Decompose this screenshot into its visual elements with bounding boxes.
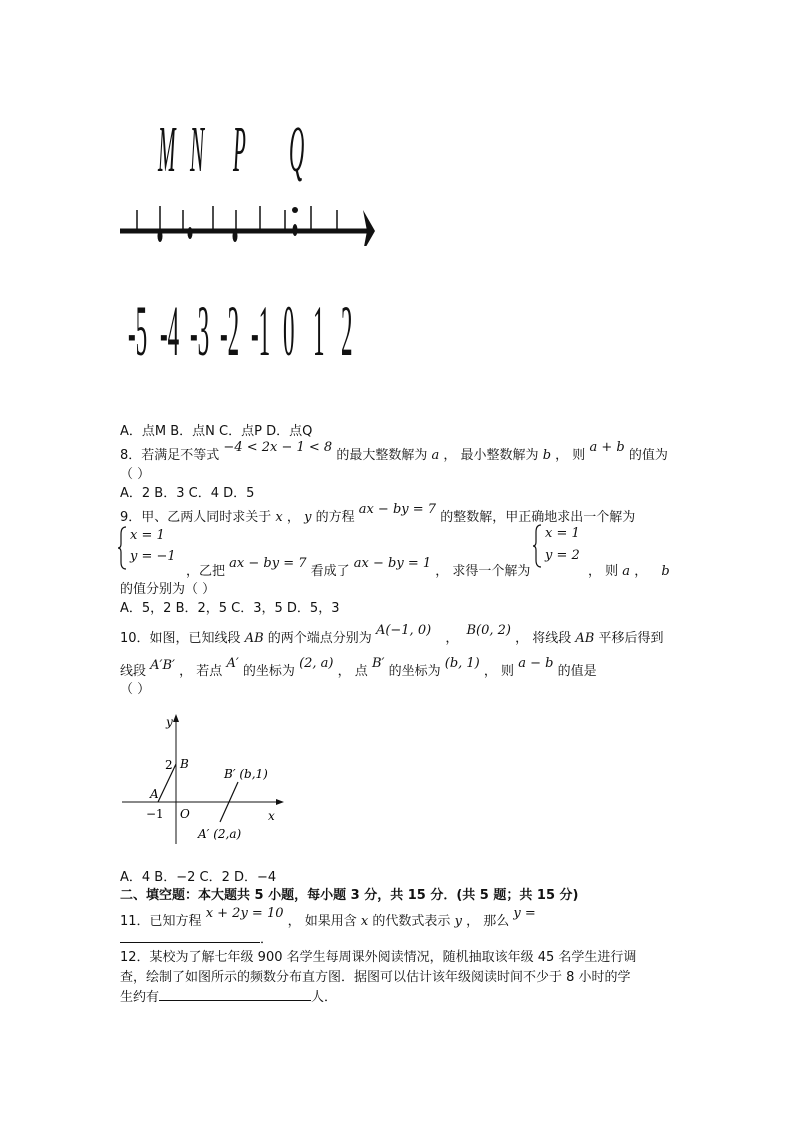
system2-top: x = 1 — [545, 526, 580, 541]
q11-text: ， 那么 — [466, 914, 510, 929]
q9-line2-end: ， 则 a ， b — [588, 564, 670, 579]
q8-text: ， 最小整数解为 — [443, 448, 539, 463]
q11-text: ， 如果用含 — [287, 914, 357, 929]
answer-blank[interactable] — [120, 930, 260, 943]
coordinate-figure — [118, 712, 288, 848]
system1-bottom: y = −1 — [130, 549, 176, 564]
var-x: x — [275, 510, 283, 525]
q11-text: 的代数式表示 — [372, 914, 451, 929]
var-b: b — [661, 564, 670, 579]
segment-apbp: A′B′ — [150, 658, 176, 673]
label-a: A — [150, 787, 159, 801]
label-b: B — [180, 757, 189, 771]
point-q — [293, 224, 298, 236]
label-minus-one: −1 — [146, 807, 164, 821]
y-arrow-icon — [173, 714, 179, 722]
q11-y-equals: y = — [513, 906, 536, 921]
y-axis-label: y — [166, 715, 173, 729]
var-y: y — [304, 510, 312, 525]
q10-text: ， 若点 — [179, 664, 223, 679]
var-b: b — [542, 448, 552, 463]
segment-ab: AB — [575, 631, 595, 646]
q9-equation: ax − by = 1 — [353, 556, 432, 571]
brace-icon — [118, 526, 128, 570]
label-ap: A′ (2,a) — [198, 827, 242, 841]
q12-line2: 查，绘制了如图所示的频数分布直方图．据图可以估计该年级阅读时间不少于 8 小时的学 — [120, 970, 631, 985]
q9-equation: ax − by = 7 — [358, 502, 437, 517]
q11-text: 11．已知方程 — [120, 914, 202, 929]
q12-line3 — [120, 986, 337, 1005]
label-origin: O — [180, 807, 190, 821]
q8-expression: a + b — [589, 440, 625, 455]
brace-icon — [533, 524, 543, 568]
q10-text: 的值是 — [557, 664, 597, 679]
q9-text: 的方程 — [315, 510, 355, 525]
q8-text: 8．若满足不等式 — [120, 448, 220, 463]
point-m — [158, 230, 163, 242]
point-a-coord: A(−1, 0) — [375, 623, 432, 638]
point-label-q: Q — [289, 113, 305, 186]
q10-options: A．4 B．−2 C．2 D．−4 — [120, 870, 277, 885]
q10-text: 的坐标为 — [388, 664, 441, 679]
tick-label: -1 — [251, 291, 271, 371]
q10-text: 10．如图，已知线段 — [120, 631, 241, 646]
q11-answer-line — [120, 928, 273, 947]
point-bp: B′ — [371, 656, 385, 671]
q11-equation: x + 2y = 10 — [205, 906, 284, 921]
q9-text: ，乙把 — [186, 564, 226, 579]
x-axis-label: x — [268, 809, 275, 823]
q10-text: ， 将线段 — [515, 631, 572, 646]
tick-label: -4 — [160, 291, 180, 371]
q12-text: 生约有 — [120, 990, 160, 1005]
point-label-m: M — [158, 113, 176, 186]
q8-line1 — [120, 440, 668, 463]
q11-line1 — [120, 906, 536, 929]
answer-paren: （ ） — [120, 467, 151, 482]
q8-inequality: −4 < 2x − 1 < 8 — [223, 440, 333, 455]
x-arrow-icon — [276, 799, 284, 805]
q9-options: A．5，2 B．2，5 C．3，5 D．5，3 — [120, 601, 340, 616]
tick-label: 1 — [313, 291, 325, 371]
label-two: 2 — [165, 758, 173, 772]
q9-line1 — [120, 502, 636, 525]
q10-text: 线段 — [120, 664, 147, 679]
point-bp-coord: (b, 1) — [444, 656, 480, 671]
q9-text: 的整数解，甲正确地求出一个解为 — [440, 510, 636, 525]
q8-text: 的值为 — [628, 448, 668, 463]
section-heading: 二、填空题：本大题共 5 小题，每小题 3 分，共 15 分．(共 5 题；共 15 分) — [120, 888, 579, 903]
q9-equation: ax − by = 7 — [229, 556, 307, 571]
q10-line2 — [120, 656, 597, 679]
q8-text: ， 则 — [555, 448, 586, 463]
tick-label: -5 — [128, 291, 148, 371]
number-line-axis — [115, 196, 380, 246]
system2-bottom: y = 2 — [545, 548, 580, 563]
point-n — [188, 227, 193, 239]
q9-line2 — [186, 556, 531, 579]
q10-text: 的两个端点分别为 — [267, 631, 372, 646]
q9-text: 看成了 — [310, 564, 350, 579]
q11-text: ． — [260, 932, 274, 947]
point-p — [233, 230, 238, 242]
point-label-p: P — [233, 113, 246, 186]
tick-label: -2 — [220, 291, 240, 371]
point-ap: A′ — [226, 656, 239, 671]
q10-line1: 10．如图，已知线段 AB 的两个端点分别为 A(−1, 0) ， B(0, 2) ， 将线段 AB 平移后得到 — [120, 623, 664, 646]
label-bp: B′ (b,1) — [224, 767, 268, 781]
point-label-n: N — [190, 113, 205, 186]
segment-ab: AB — [244, 631, 264, 646]
q10-text: 的坐标为 — [242, 664, 295, 679]
q10-text: ， 则 — [483, 664, 515, 679]
q7-options: A．点M B．点N C．点P D．点Q — [120, 424, 313, 439]
q8-options: A．2 B．3 C．4 D．5 — [120, 486, 255, 501]
tick-label: -3 — [190, 291, 210, 371]
var-a: a — [622, 564, 631, 579]
answer-blank[interactable] — [159, 988, 311, 1001]
answer-paren: （ ） — [120, 682, 151, 697]
q10-text: 平移后得到 — [598, 631, 664, 646]
point-b-coord: B(0, 2) — [466, 623, 511, 638]
system1-top: x = 1 — [130, 528, 165, 543]
q9-text: ， 则 — [588, 564, 619, 579]
var-a: a — [431, 448, 440, 463]
q9-text: ， — [286, 510, 300, 525]
point-ap-coord: (2, a) — [299, 656, 334, 671]
q10-text: ， 点 — [337, 664, 368, 679]
arrow-icon — [363, 210, 375, 246]
q8-text: 的最大整数解为 — [336, 448, 428, 463]
q12-line1: 12．某校为了解七年级 900 名学生每周课外阅读情况，随机抽取该年级 45 名学生进行调 — [120, 950, 637, 965]
var-y: y — [454, 914, 462, 929]
q9-text: ， 求得一个解为 — [435, 564, 531, 579]
var-x: x — [360, 914, 369, 929]
q9-line3: 的值分别为（ ） — [120, 582, 216, 597]
tick-label: 0 — [283, 291, 295, 371]
q10-expression: a − b — [518, 656, 554, 671]
q9-text: 9．甲、乙两人同时求关于 — [120, 510, 272, 525]
q12-text: 人． — [311, 990, 338, 1005]
tick-label: 2 — [341, 291, 353, 371]
